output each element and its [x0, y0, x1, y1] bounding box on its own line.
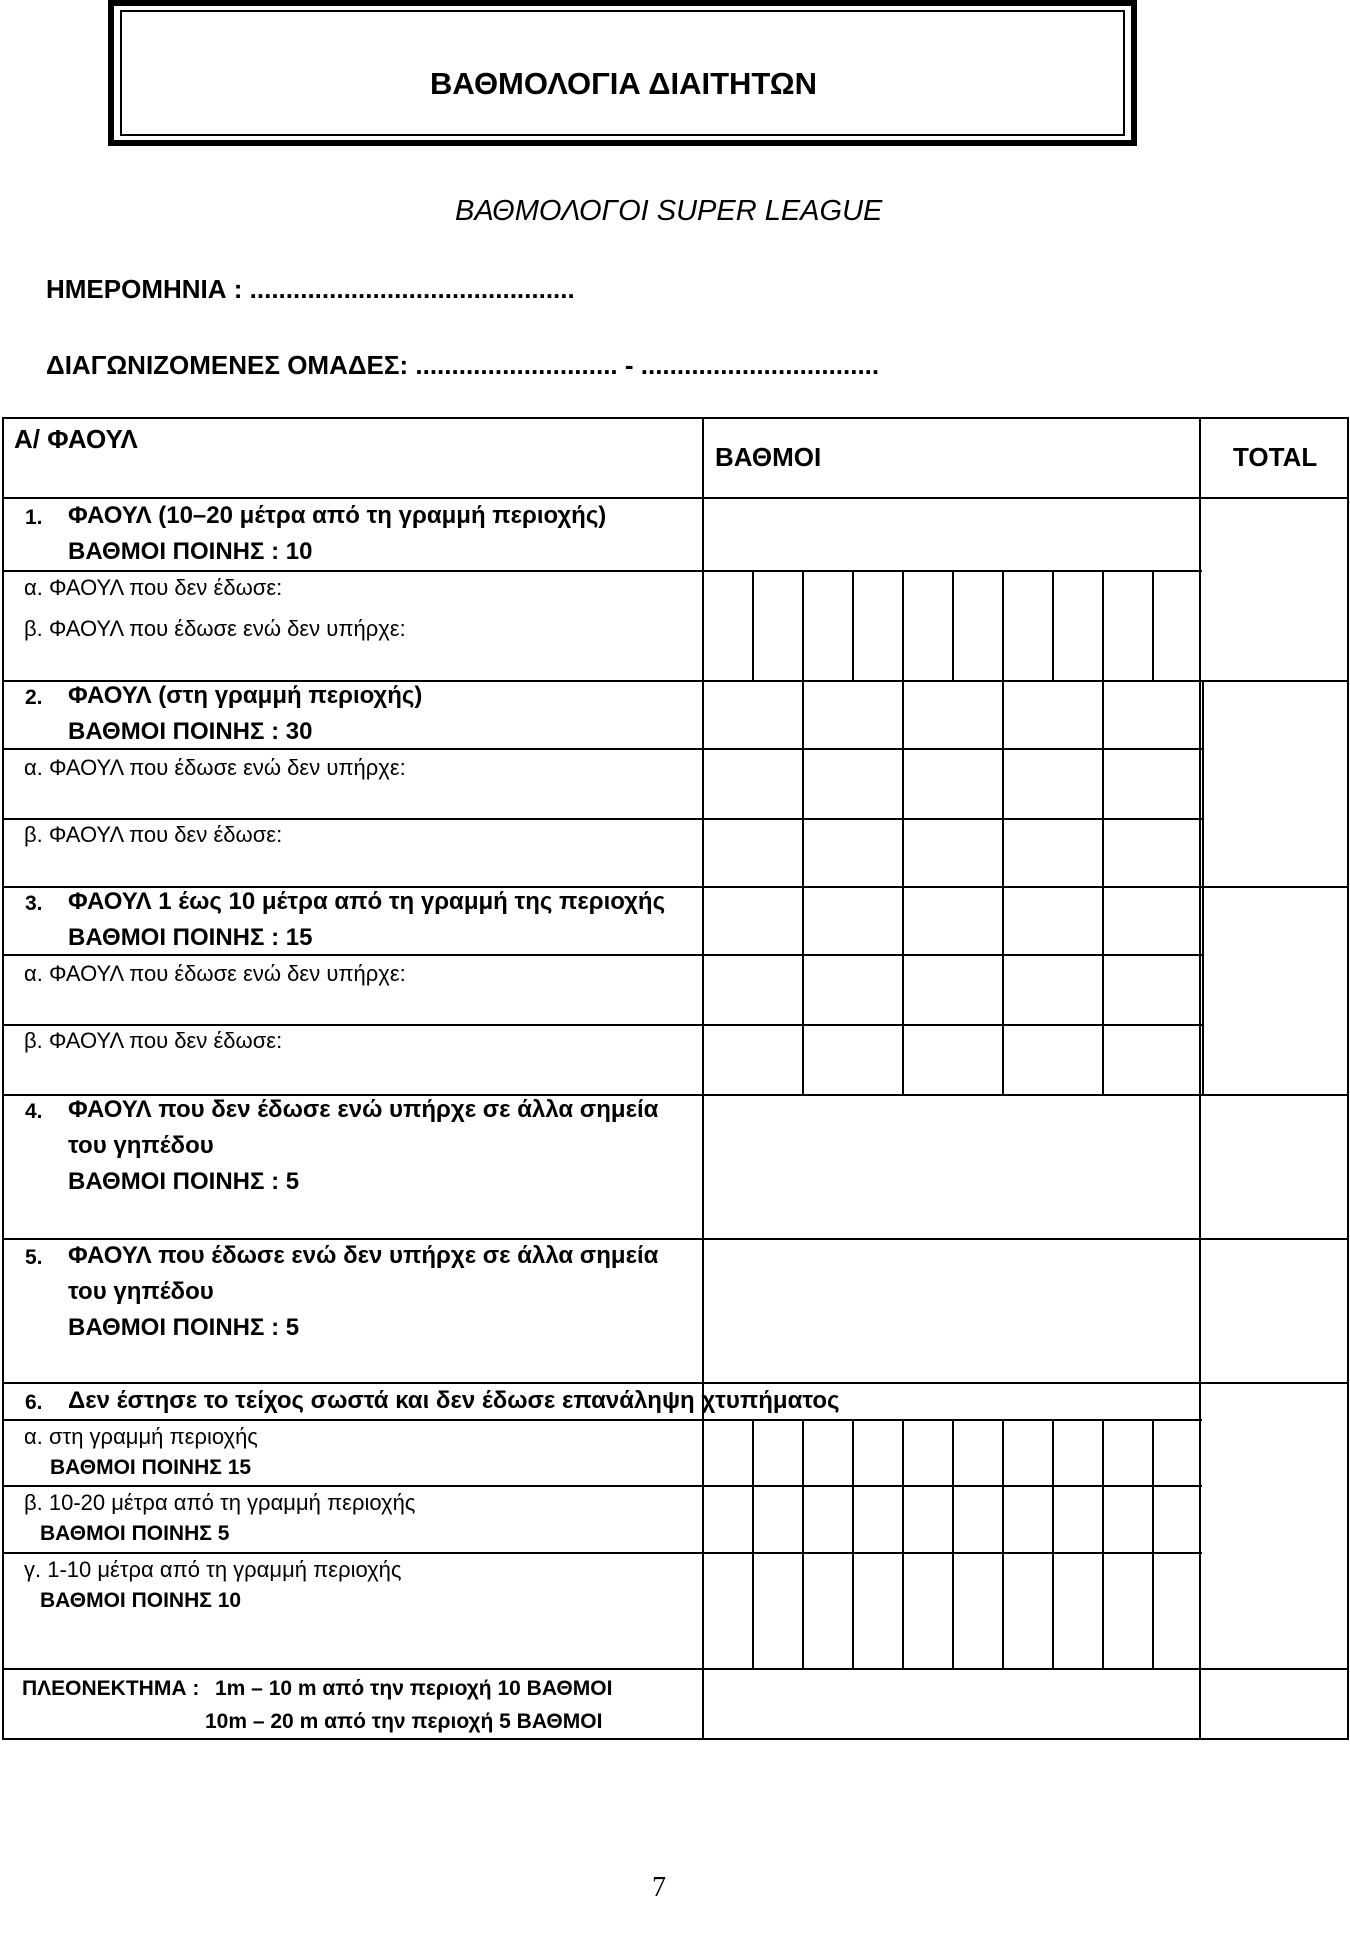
grid-column-line: [1002, 570, 1004, 680]
item-title: Δεν έστησε το τείχος σωστά και δεν έδωσε επανάληψη χτυπήματος: [68, 1387, 840, 1414]
sub-item-penalty: ΒΑΘΜΟΙ ΠΟΙΝΗΣ 10: [40, 1589, 242, 1612]
item-number: 3.: [25, 892, 43, 915]
grid-column-line: [752, 570, 754, 680]
sub-item: γ. 1-10 μέτρα από τη γραμμή περιοχής: [24, 1557, 402, 1582]
grid-column-line: [802, 1419, 804, 1668]
advantage-line: 10m – 20 m από την περιοχή 5 ΒΑΘΜΟΙ: [205, 1710, 603, 1733]
teams-field[interactable]: ΔΙΑΓΩΝΙΖΟΜΕΝΕΣ ΟΜΑΔΕΣ: ............................ - .................................: [46, 350, 880, 380]
grid-column-line: [1102, 570, 1104, 680]
sub-row-divider: [2, 570, 1202, 572]
document-title: ΒΑΘΜΟΛΟΓΙΑ ΔΙΑΙΤΗΤΩΝ: [430, 66, 818, 101]
item-number: 1.: [25, 506, 43, 529]
item-penalty: ΒΑΘΜΟΙ ΠΟΙΝΗΣ : 10: [68, 538, 313, 565]
sub-row-divider: [2, 1024, 1202, 1026]
sub-item-penalty: ΒΑΘΜΟΙ ΠΟΙΝΗΣ 15: [50, 1456, 252, 1479]
grid-column-line: [1152, 570, 1154, 680]
section-title: Α/ ΦΑΟΥΛ: [14, 424, 138, 454]
grid-column-line: [902, 886, 904, 1094]
sub-item: β. 10-20 μέτρα από τη γραμμή περιοχής: [24, 1490, 416, 1515]
page-number: 7: [652, 1872, 666, 1903]
item-number: 6.: [25, 1391, 43, 1414]
sub-item: β. ΦΑΟΥΛ που έδωσε ενώ δεν υπήρχε:: [24, 616, 406, 641]
grid-column-line: [1002, 886, 1004, 1094]
item-penalty: ΒΑΘΜΟΙ ΠΟΙΝΗΣ : 30: [68, 718, 313, 745]
item-title: ΦΑΟΥΛ που δεν έδωσε ενώ υπήρχε σε άλλα σημεία: [68, 1096, 659, 1123]
sub-item: α. ΦΑΟΥΛ που έδωσε ενώ δεν υπήρχε:: [24, 961, 406, 986]
grid-column-line: [752, 1419, 754, 1668]
sub-row-divider: [2, 954, 1202, 956]
date-field[interactable]: ΗΜΕΡΟΜΗΝΙΑ : .............................................: [46, 274, 575, 304]
grid-column-line: [1002, 1419, 1004, 1668]
grades-column-header: ΒΑΘΜΟΙ: [715, 442, 822, 472]
item-row-divider: [2, 1382, 1349, 1384]
item-title: ΦΑΟΥΛ (στη γραμμή περιοχής): [68, 682, 423, 709]
grid-column-line: [1052, 570, 1054, 680]
item-title: ΦΑΟΥΛ (10–20 μέτρα από τη γραμμή περιοχής): [68, 502, 607, 529]
label-column-divider: [702, 417, 704, 1740]
item-title: ΦΑΟΥΛ 1 έως 10 μέτρα από τη γραμμή της περιοχής: [68, 888, 666, 915]
sub-item: β. ΦΑΟΥΛ που δεν έδωσε:: [24, 822, 283, 847]
item-penalty: ΒΑΘΜΟΙ ΠΟΙΝΗΣ : 5: [68, 1168, 300, 1195]
item-row-divider: [2, 1238, 1349, 1240]
grid-column-line: [902, 680, 904, 886]
total-column-header: TOTAL: [1233, 442, 1318, 472]
item-number: 2.: [25, 686, 43, 709]
sub-row-divider: [2, 1552, 1202, 1554]
grid-column-line: [852, 1419, 854, 1668]
item-row-divider: [2, 1668, 1349, 1670]
grid-column-line: [902, 570, 904, 680]
item-title-cont: του γηπέδου: [68, 1132, 214, 1159]
document-subtitle: ΒΑΘΜΟΛΟΓΟΙ SUPER LEAGUE: [455, 195, 883, 227]
grid-column-line: [1102, 886, 1104, 1094]
header-row-divider: [2, 497, 1349, 499]
grid-column-line: [902, 1419, 904, 1668]
grid-column-line: [952, 1419, 954, 1668]
sub-row-divider: [2, 748, 1202, 750]
item-penalty: ΒΑΘΜΟΙ ΠΟΙΝΗΣ : 15: [68, 924, 313, 951]
grid-column-line: [1102, 680, 1104, 886]
grid-column-line: [1002, 680, 1004, 886]
sub-row-divider: [2, 1419, 1202, 1421]
grid-column-line: [802, 680, 804, 886]
grid-column-line: [1152, 1419, 1154, 1668]
item-title-cont: του γηπέδου: [68, 1278, 214, 1305]
sub-item: β. ΦΑΟΥΛ που δεν έδωσε:: [24, 1028, 283, 1053]
sub-item: α. ΦΑΟΥΛ που δεν έδωσε:: [24, 575, 283, 600]
grid-column-line: [1202, 886, 1204, 1094]
advantage-label: ΠΛΕΟΝΕΚΤΗΜΑ :: [22, 1677, 200, 1700]
grid-column-line: [802, 886, 804, 1094]
total-column-divider: [1199, 417, 1201, 1740]
item-number: 5.: [25, 1246, 43, 1269]
sub-row-divider: [2, 818, 1202, 820]
grid-column-line: [1102, 1419, 1104, 1668]
item-title: ΦΑΟΥΛ που έδωσε ενώ δεν υπήρχε σε άλλα σημεία: [68, 1242, 659, 1269]
item-number: 4.: [25, 1100, 43, 1123]
sub-item: α. ΦΑΟΥΛ που έδωσε ενώ δεν υπήρχε:: [24, 755, 406, 780]
grid-column-line: [852, 570, 854, 680]
grid-column-line: [1052, 1419, 1054, 1668]
item-penalty: ΒΑΘΜΟΙ ΠΟΙΝΗΣ : 5: [68, 1314, 300, 1341]
sub-item-penalty: ΒΑΘΜΟΙ ΠΟΙΝΗΣ 5: [40, 1522, 230, 1545]
sub-row-divider: [2, 1485, 1202, 1487]
grid-column-line: [952, 570, 954, 680]
grid-column-line: [802, 570, 804, 680]
sub-item: α. στη γραμμή περιοχής: [24, 1424, 258, 1449]
grid-column-line: [1202, 680, 1204, 886]
advantage-line: 1m – 10 m από την περιοχή 10 ΒΑΘΜΟΙ: [215, 1677, 613, 1700]
